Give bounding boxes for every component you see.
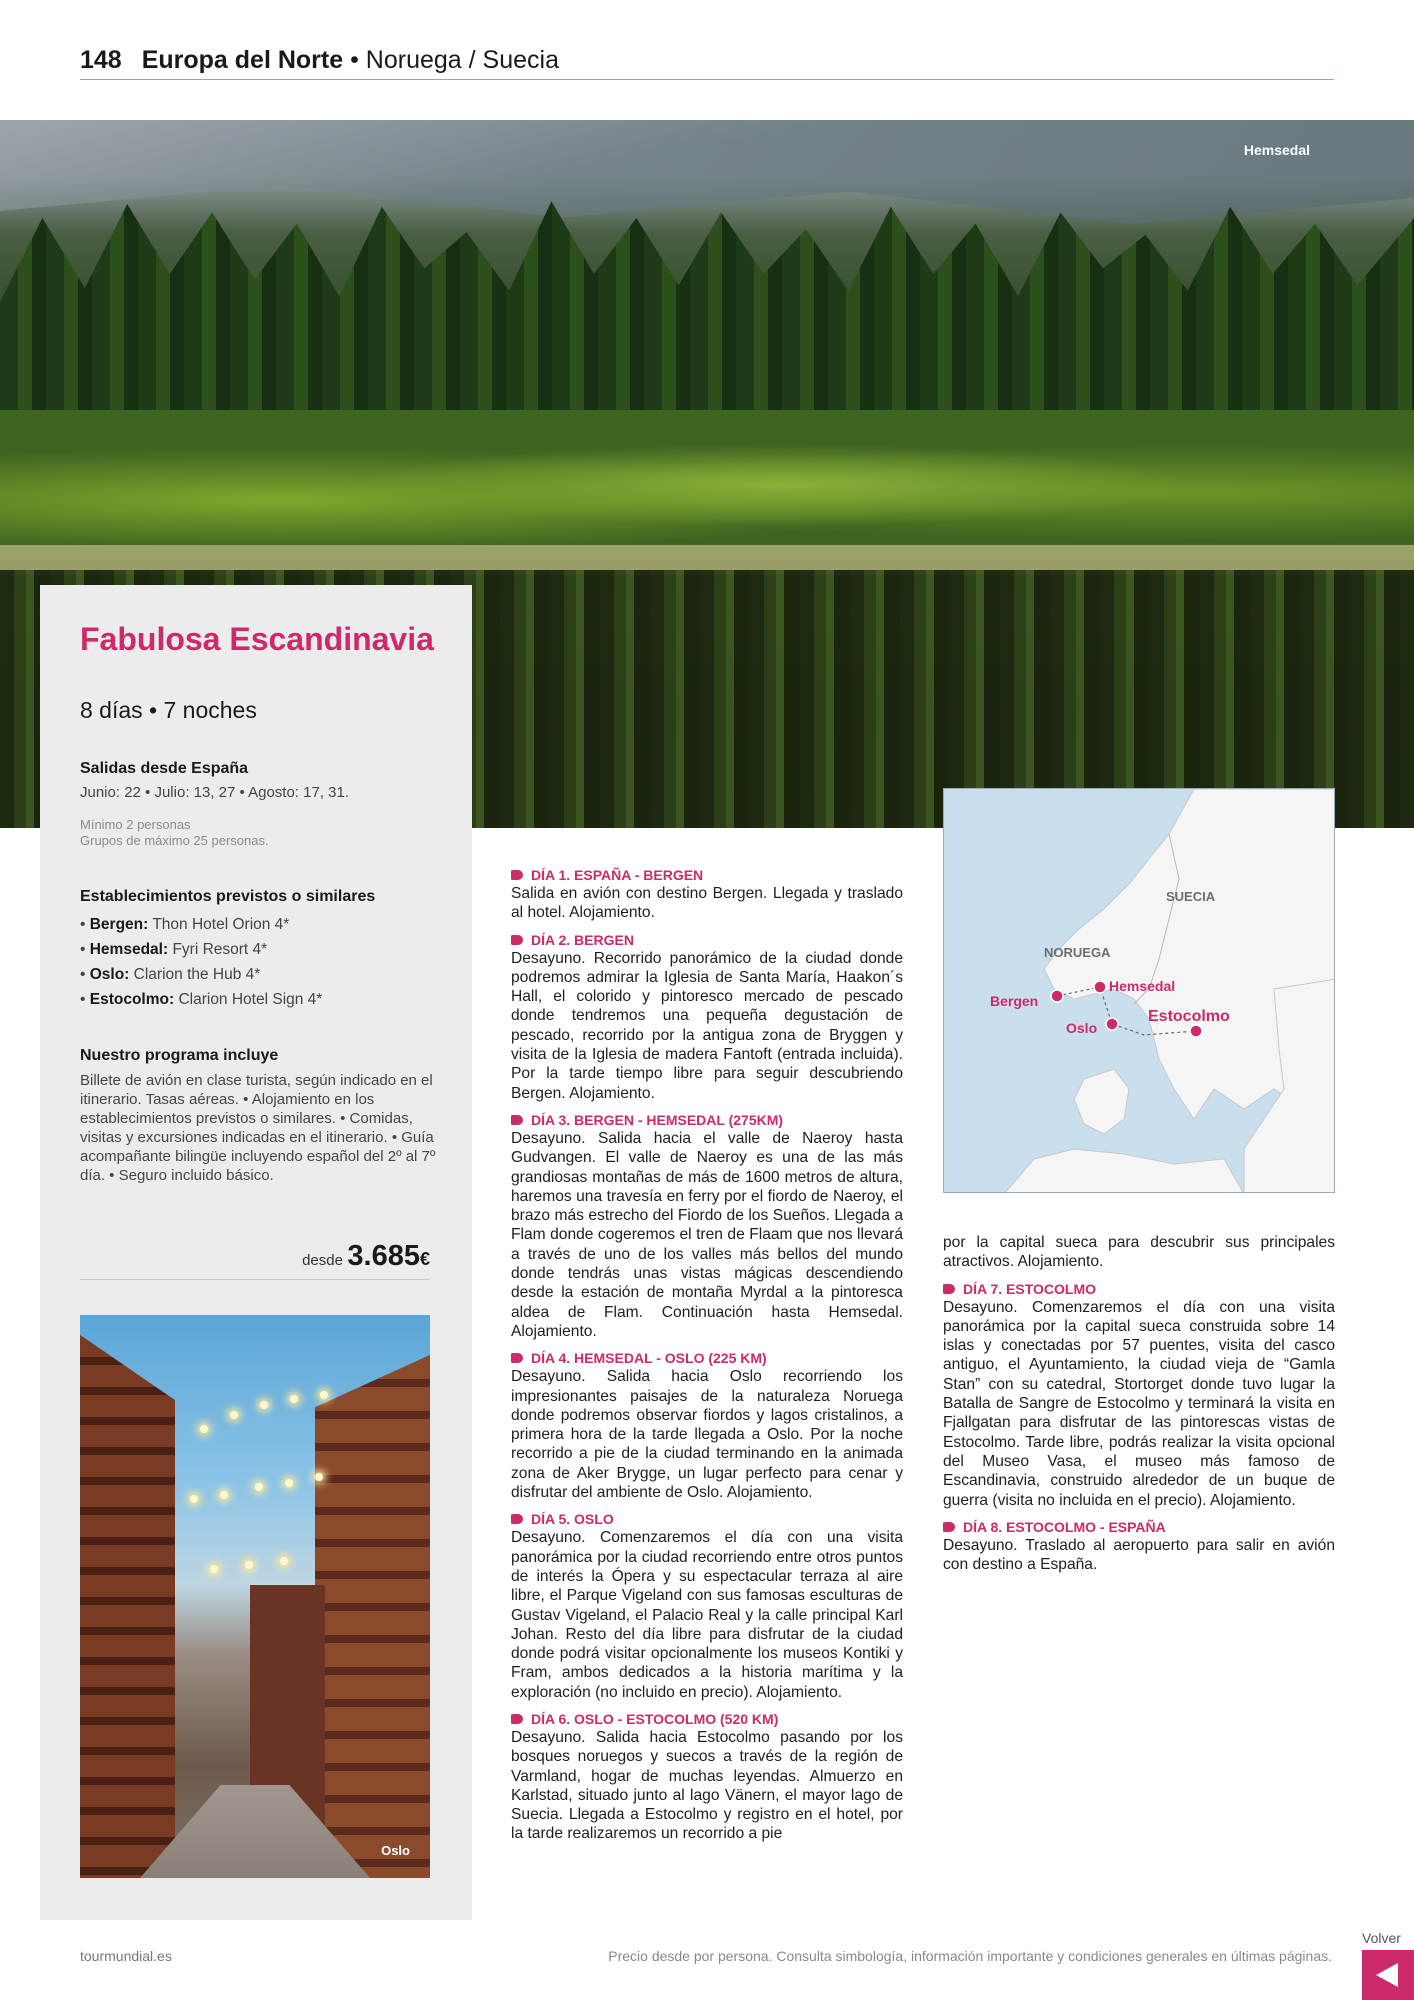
includes-heading: Nuestro programa incluye [80,1047,279,1064]
hotels-list [80,912,440,1012]
hotel-city: Hemsedal: [89,941,169,958]
itinerary-day [511,1710,903,1844]
day-heading [943,1280,1335,1298]
tag-icon [511,1353,523,1363]
day-text: Desayuno. Salida hacia Oslo recorriendo los impresionantes paisajes de la naturaleza Noruega donde podremos observar fiordos y lagos cristalinos, a primera hora de la tarde llegada a Oslo. Por la noche recorrido a pie de la ciudad terminando en la animada zona de Aker Brygge, un lugar perfecto para cenar y disfrutar del ambiente de Oslo. Alojamiento. [511,1368,903,1502]
string-light [285,1479,293,1487]
map-land-europe [1004,1149,1244,1193]
footer-note: Precio desde por persona. Consulta simbología, información importante y condiciones generales en últimas páginas. [608,1948,1332,1964]
tag-icon [943,1522,955,1532]
hotel-city: Bergen: [89,916,149,933]
itinerary-day [943,1518,1335,1575]
departure-dates: Junio: 22 • Julio: 13, 27 • Agosto: 17, 31. [80,784,350,801]
map-city-oslo: Oslo [1066,1020,1098,1036]
day-text: Desayuno. Traslado al aeropuerto para salir en avión con destino a España. [943,1536,1335,1574]
departures-heading: Salidas desde España [80,760,249,777]
hotel-city: Oslo: [89,966,130,983]
map-dot-bergen [1051,990,1063,1002]
hotel-name: Clarion Hotel Sign 4* [178,991,323,1008]
price-prefix: desde [302,1252,343,1269]
day-heading [511,866,903,884]
tag-icon [943,1284,955,1294]
string-light [290,1395,298,1403]
string-light [230,1411,238,1419]
photo-building-left [80,1335,175,1878]
day-heading [511,1710,903,1728]
hero-caption: Hemsedal [1243,142,1310,158]
header-countries: Noruega / Suecia [365,46,559,74]
string-light [245,1561,253,1569]
includes-text: Billete de avión en clase turista, según indicado en el itinerario. Tasas aéreas. • Alojamiento en los establecimientos previstos o similares. • Comidas, visitas y excursiones indicadas en el itinerario. • Guía acompañante bilingüe incluyendo español del 2º al 7º día. • Seguro incluido básico. [80,1072,436,1184]
back-arrow-icon[interactable] [1362,1950,1414,2000]
string-light [315,1473,323,1481]
hotel-name: Fyri Resort 4* [172,941,268,958]
day-heading [511,1349,903,1367]
hero-bushes [0,410,1414,560]
hotel-item: • Estocolmo: Clarion Hotel Sign 4* [80,991,323,1008]
departures-section [80,760,440,849]
map-dot-oslo [1106,1018,1118,1030]
day-text: Salida en avión con destino Bergen. Llegada y traslado al hotel. Alojamiento. [511,885,903,922]
trip-summary-panel [40,585,472,1920]
route-map [943,788,1335,1193]
itinerary-day [511,866,903,923]
hotel-city: Estocolmo: [89,991,175,1008]
trip-duration: 8 días • 7 noches [80,697,257,723]
itinerary-day [511,1510,903,1702]
itinerary-day-continuation [943,1233,1335,1272]
day-heading-text: DÍA 2. BERGEN [531,931,634,948]
string-light [210,1565,218,1573]
itinerary-day [511,1111,903,1341]
string-light [255,1483,263,1491]
itinerary-day [511,931,903,1103]
page-header [80,46,1334,80]
trip-title: Fabulosa Escandinavia [80,621,434,657]
header-separator: • [343,46,366,74]
hotel-item: • Oslo: Clarion the Hub 4* [80,966,261,983]
day-heading-text: DÍA 5. OSLO [531,1511,614,1528]
day-text: Desayuno. Recorrido panorámico de la ciudad donde podremos admirar la Iglesia de Santa María, Haakon´s Hall, el colorido y pintoresco mercado de pescado donde tendremos una pequeña degustación de pescado, recorrido por la antigua zona de Bryggen y visita de la Iglesia de madera Fantoft (entrada incluida). Por la tarde tiempo libre para seguir descubriendo Bergen. Alojamiento. [511,949,903,1102]
map-label-noruega: NORUEGA [1044,945,1111,960]
day-heading-text: DÍA 1. ESPAÑA - BERGEN [531,867,704,883]
string-light [220,1491,228,1499]
hotels-heading: Establecimientos previstos o similares [80,888,376,905]
itinerary-column-1 [511,866,903,1852]
day-heading-text: DÍA 3. BERGEN - HEMSEDAL (275KM) [531,1111,784,1128]
string-light [280,1557,288,1565]
string-light [260,1401,268,1409]
day-text-continuation: por la capital sueca para descubrir sus principales atractivos. Alojamiento. [943,1234,1335,1271]
header-region: Europa del Norte [141,46,344,74]
price-amount: 3.685 [347,1240,420,1272]
itinerary-column-2 [943,1233,1335,1582]
hotel-item: • Hemsedal: Fyri Resort 4* [80,941,268,958]
map-dot-estocolmo [1190,1025,1202,1037]
map-city-bergen: Bergen [990,993,1039,1009]
day-heading [511,931,903,949]
day-heading [511,1510,903,1528]
day-heading-text: DÍA 7. ESTOCOLMO [963,1280,1097,1297]
price-row [80,1240,430,1280]
page-number: 148 [80,46,122,74]
group-maximum: Grupos de máximo 25 personas. [80,833,269,848]
photo-caption: Oslo [381,1843,410,1858]
back-label[interactable]: Volver [1362,1930,1401,1946]
day-heading-text: DÍA 6. OSLO - ESTOCOLMO (520 KM) [531,1710,779,1727]
map-dot-hemsedal [1094,981,1106,993]
tag-icon [511,935,523,945]
day-heading [511,1111,903,1129]
string-light [320,1391,328,1399]
includes-section [80,1047,440,1185]
hotel-name: Clarion the Hub 4* [133,966,261,983]
string-light [190,1495,198,1503]
tag-icon [511,870,523,880]
map-city-hemsedal: Hemsedal [1109,978,1176,994]
tag-icon [511,1714,523,1724]
day-text: Desayuno. Salida hacia el valle de Naeroy hasta Gudvangen. El valle de Naeroy es una de las más grandiosas montañas de más de 1600 metros de altura, haremos una travesía en ferry por el fiordo de Naeroy, el brazo más estrecho del Fiordo de los Sueños. Llegada a Flam donde cogeremos el tren de Flaam que nos llevará a través de uno de los valles más bellos del mundo donde tendrás unas vistas mágicas descendiendo desde la estación de montaña Myrdal a la pintoresca aldea de Flam. Continuación hasta Hemsedal. Alojamiento. [511,1129,903,1340]
itinerary-day [943,1280,1335,1510]
hotels-section [80,888,440,1012]
day-heading [943,1518,1335,1536]
photo-building-right [315,1355,430,1878]
day-text: Desayuno. Comenzaremos el día con una visita panorámica por la capital sueca construida sobre 14 islas y conectadas por 57 puentes, visita del casco antiguo, el Ayuntamiento, la ciudad vieja de “Gamla Stan” con su catedral, Stortorget donde tuvo lugar la Batalla de Sangre de Estocolmo y terminará la visita en Fjallgatan para disfrutar de las pintorescas vistas de Estocolmo. Tarde libre, podrás realizar la visita opcional del Museo Vasa, el museo más famoso de Escandinavia, construido alrededor de un buque de guerra (visita no incluida en el precio). Alojamiento. [943,1298,1335,1509]
map-land-denmark [1074,1069,1129,1134]
hotel-name: Thon Hotel Orion 4* [152,916,290,933]
tag-icon [511,1115,523,1125]
day-text: Desayuno. Salida hacia Estocolmo pasando por los bosques noruegos y suecos a través de la región de Varmland, hogar de muchas leyendas. Almuerzo en Karlstad, situado junto al lago Vänern, el mayor lago de Suecia. Llegada a Estocolmo y registro en el hotel, por la tarde realizaremos un recorrido a pie [511,1728,903,1843]
map-label-suecia: SUECIA [1166,889,1216,904]
string-light [200,1425,208,1433]
price-currency: € [419,1249,430,1269]
map-city-estocolmo: Estocolmo [1148,1008,1230,1025]
day-heading-text: DÍA 8. ESTOCOLMO - ESPAÑA [963,1518,1166,1535]
itinerary-day [511,1349,903,1502]
map-svg [944,789,1335,1193]
minimum-people: Mínimo 2 personas [80,817,191,832]
day-heading-text: DÍA 4. HEMSEDAL - OSLO (225 KM) [531,1350,767,1367]
hotel-item: • Bergen: Thon Hotel Orion 4* [80,916,290,933]
footer-site[interactable]: tourmundial.es [80,1948,172,1964]
day-text: Desayuno. Comenzaremos el día con una visita panorámica por la ciudad recorriendo entre otros puntos de interés la Ópera y su espectacular terraza al aire libre, el Parque Vigeland con sus famosas esculturas de Gustav Vigeland, el Palacio Real y la calle principal Karl Johan. Resto del día libre para disfrutar de la ciudad donde podrá visitar opcionalmente los museos Kontiki y Fram, ambos dedicados a la historia marítima y la exploración (no incluido en precio). Alojamiento. [511,1529,903,1701]
oslo-street-photo [80,1315,430,1878]
tag-icon [511,1514,523,1524]
